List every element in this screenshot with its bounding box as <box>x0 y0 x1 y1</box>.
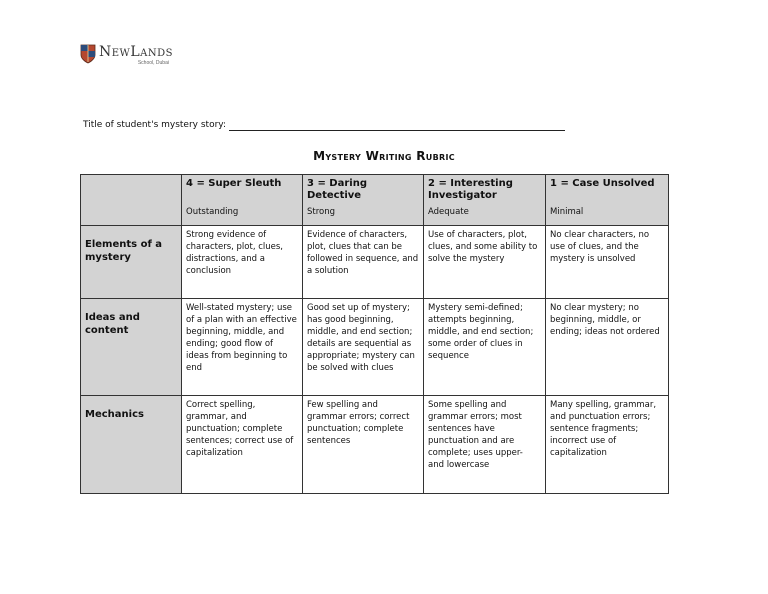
rubric-cell: Mystery semi-defined; attempts beginning, middle, and end section; some order of clues in sequence <box>424 299 546 396</box>
column-header <box>182 175 303 226</box>
rubric-cell: No clear characters, no use of clues, and the mystery is unsolved <box>546 226 669 299</box>
row-label: Mechanics <box>81 396 182 494</box>
rubric-cell: Strong evidence of characters, plot, clues, distractions, and a conclusion <box>182 226 303 299</box>
table-row <box>81 396 669 494</box>
table-row <box>81 226 669 299</box>
rubric-cell: Use of characters, plot, clues, and some ability to solve the mystery <box>424 226 546 299</box>
rubric-cell: Some spelling and grammar errors; most sentences have punctuation and are complete; uses upper- and lowercase <box>424 396 546 494</box>
rubric-cell: Few spelling and grammar errors; correct punctuation; complete sentences <box>303 396 424 494</box>
story-title-field <box>83 119 565 131</box>
column-title: 1 = Case Unsolved <box>550 178 655 189</box>
column-subtitle: Adequate <box>428 207 469 217</box>
rubric-heading: Mystery Writing Rubric <box>313 149 455 163</box>
column-title: 4 = Super Sleuth <box>186 178 282 189</box>
column-title: 2 = Interesting Investigator <box>428 178 513 201</box>
rubric-cell: Evidence of characters, plot, clues that can be followed in sequence, and a solution <box>303 226 424 299</box>
row-label: Elements of a mystery <box>81 226 182 299</box>
row-label: Ideas and content <box>81 299 182 396</box>
story-title-label: Title of student's mystery story: <box>83 120 226 130</box>
crest-icon <box>80 44 96 64</box>
column-title: 3 = Daring Detective <box>307 178 367 201</box>
rubric-cell: Good set up of mystery; has good beginning, middle, and end section; details are sequential as appropriate; mystery can be solved with clues <box>303 299 424 396</box>
rubric-cell: Correct spelling, grammar, and punctuation; complete sentences; correct use of capitalization <box>182 396 303 494</box>
rubric-cell: Well-stated mystery; use of a plan with an effective beginning, middle, and ending; good flow of ideas from beginning to end <box>182 299 303 396</box>
corner-cell <box>81 175 182 226</box>
school-location: School, Dubai <box>137 60 169 66</box>
column-subtitle: Outstanding <box>186 207 239 217</box>
column-subtitle: Strong <box>307 207 336 217</box>
rubric-header-row <box>81 175 669 226</box>
column-header <box>546 175 669 226</box>
column-header <box>303 175 424 226</box>
school-logo <box>80 44 173 68</box>
table-row <box>81 299 669 396</box>
rubric-table <box>80 174 669 494</box>
rubric-cell: Many spelling, grammar, and punctuation errors; sentence fragments; incorrect use of capitalization <box>546 396 669 494</box>
rubric-cell: No clear mystery; no beginning, middle, or ending; ideas not ordered <box>546 299 669 396</box>
column-subtitle: Minimal <box>550 207 584 217</box>
school-name: NewLands <box>99 44 173 60</box>
story-title-blank <box>229 120 565 131</box>
column-header <box>424 175 546 226</box>
